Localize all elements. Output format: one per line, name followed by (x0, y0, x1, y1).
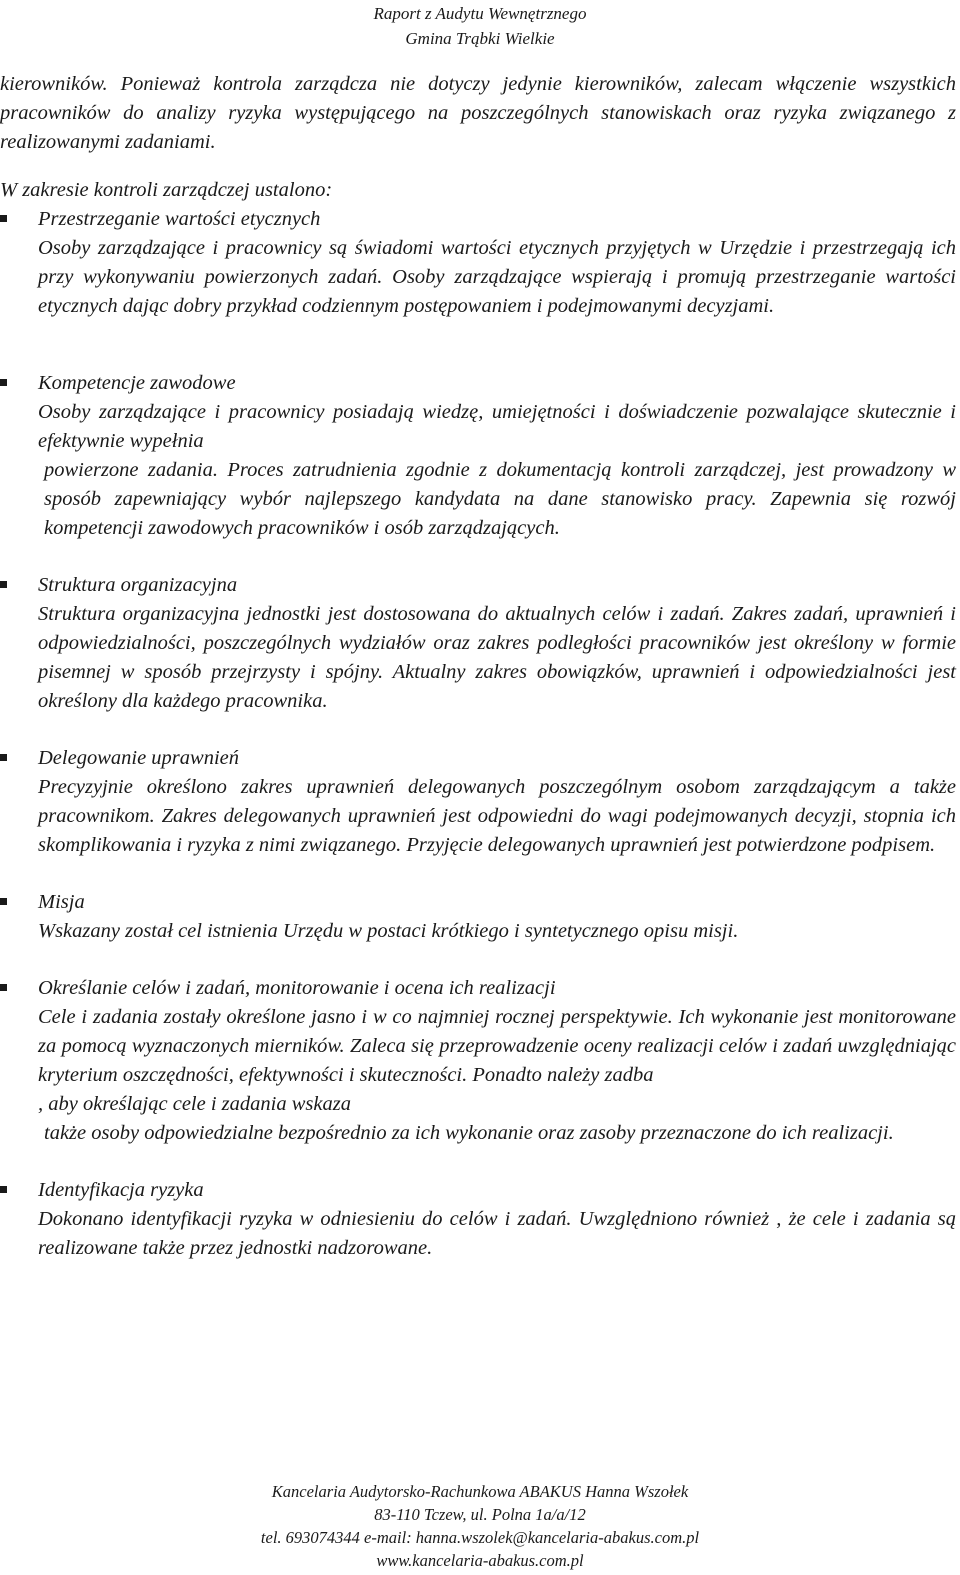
section-body (38, 1003, 956, 1148)
section-title: Struktura organizacyjna (38, 574, 238, 596)
report-subtitle: Gmina Trąbki Wielkie (405, 29, 555, 48)
section-body: Osoby zarządzające i pracownicy są świadomi wartości etycznych przyjętych w Urzędzie i przestrzegają ich przy wykonywaniu powierzonych zadań. Osoby zarządzające wspierają i promują przestrzeganie wartości etycznych dając dobry przykład codziennym postępowaniem i podejmowanymi decyzjami. (38, 237, 956, 317)
bullet-icon (0, 379, 7, 386)
section-mission (0, 888, 956, 946)
section-structure (0, 571, 956, 716)
page-header (0, 0, 960, 51)
footer-website: www.kancelaria-abakus.com.pl (376, 1551, 584, 1570)
section-body-part: Cele i zadania zostały określone jasno i w co najmniej rocznej perspektywie. Ich wykonanie jest monitorowane za pomocą wyznaczonych mierników. Zaleca się przeprowadzenie oceny realizacji celów i zadań uwzględniając kryterium oszczędności, efektywności i skuteczności. Ponadto należy zadba (38, 1006, 956, 1086)
bullet-icon (0, 754, 7, 761)
bullet-icon (0, 984, 7, 991)
section-title: Kompetencje zawodowe (38, 372, 236, 394)
section-title: Delegowanie uprawnień (38, 747, 239, 769)
document-body (0, 70, 956, 1263)
intro-label: W zakresie kontroli zarządczej ustalono: (0, 179, 333, 201)
section-title: Przestrzeganie wartości etycznych (38, 208, 321, 230)
section-ethics (0, 205, 956, 321)
section-body: Struktura organizacyjna jednostki jest dostosowana do aktualnych celów i zadań. Zakres zadań, uprawnień i odpowiedzialności, poszczególnych wydziałów oraz zakres podległości pracowników jest określony w formie pisemnej w sposób przejrzysty i spójny. Aktualny zakres obowiązków, uprawnień i odpowiedzialności jest określony dla każdego pracownika. (38, 603, 956, 712)
section-body-part: także osoby odpowiedzialne bezpośrednio za ich wykonanie oraz zasoby przeznaczone do ich realizacji. (44, 1122, 894, 1144)
intro-paragraph: kierowników. Ponieważ kontrola zarządcza nie dotyczy jedynie kierowników, zalecam włączenie wszystkich pracowników do analizy ryzyka występującego na poszczególnych stanowiskach oraz ryzyka związanego z realizowanymi zadaniami. (0, 73, 956, 153)
section-delegation (0, 744, 956, 860)
section-title: Określanie celów i zadań, monitorowanie i ocena ich realizacji (38, 977, 556, 999)
footer-address: 83-110 Tczew, ul. Polna 1a/a/12 (374, 1505, 586, 1524)
bullet-icon (0, 898, 7, 905)
section-body: Dokonano identyfikacji ryzyka w odniesieniu do celów i zadań. Uwzględniono również , że cele i zadania są realizowane także przez jednostki nadzorowane. (38, 1208, 956, 1259)
bullet-icon (0, 215, 7, 222)
footer-company: Kancelaria Audytorsko-Rachunkowa ABAKUS Hanna Wszołek (271, 1482, 689, 1501)
section-body-part: Osoby zarządzające i pracownicy posiadają wiedzę, umiejętności i doświadczenie pozwalające skutecznie i efektywnie wypełnia (38, 401, 956, 452)
section-body: Precyzyjnie określono zakres uprawnień delegowanych poszczególnym osobom zarządzającym a także pracownikom. Zakres delegowanych uprawnień jest odpowiedni do wagi podejmowanych decyzji, stopnia ich skomplikowania i ryzyka z nimi związanego. Przyjęcie delegowanych uprawnień jest potwierdzone podpisem. (38, 776, 956, 856)
bullet-icon (0, 1186, 7, 1193)
page-footer (0, 1480, 960, 1572)
section-title: Misja (38, 891, 85, 913)
section-goals (0, 974, 956, 1148)
section-body: Wskazany został cel istnienia Urzędu w postaci krótkiego i syntetycznego opisu misji. (38, 920, 739, 942)
bullet-icon (0, 581, 7, 588)
section-body-part: , aby określając cele i zadania wskaza (38, 1093, 351, 1115)
section-body (38, 398, 956, 543)
section-risk (0, 1176, 956, 1263)
section-body-part: powierzone zadania. Proces zatrudnienia zgodnie z dokumentacją kontroli zarządczej, jest prowadzony w sposób zapewniający wybór najlepszego kandydata na dane stanowisko pracy. Zapewnia się rozwój kompetencji zawodowych pracowników i osób zarządzających. (44, 459, 956, 539)
footer-contact: tel. 693074344 e-mail: hanna.wszolek@kancelaria-abakus.com.pl (260, 1528, 700, 1547)
section-title: Identyfikacja ryzyka (38, 1179, 204, 1201)
report-title: Raport z Audytu Wewnętrznego (373, 4, 587, 23)
section-competence (0, 369, 956, 543)
